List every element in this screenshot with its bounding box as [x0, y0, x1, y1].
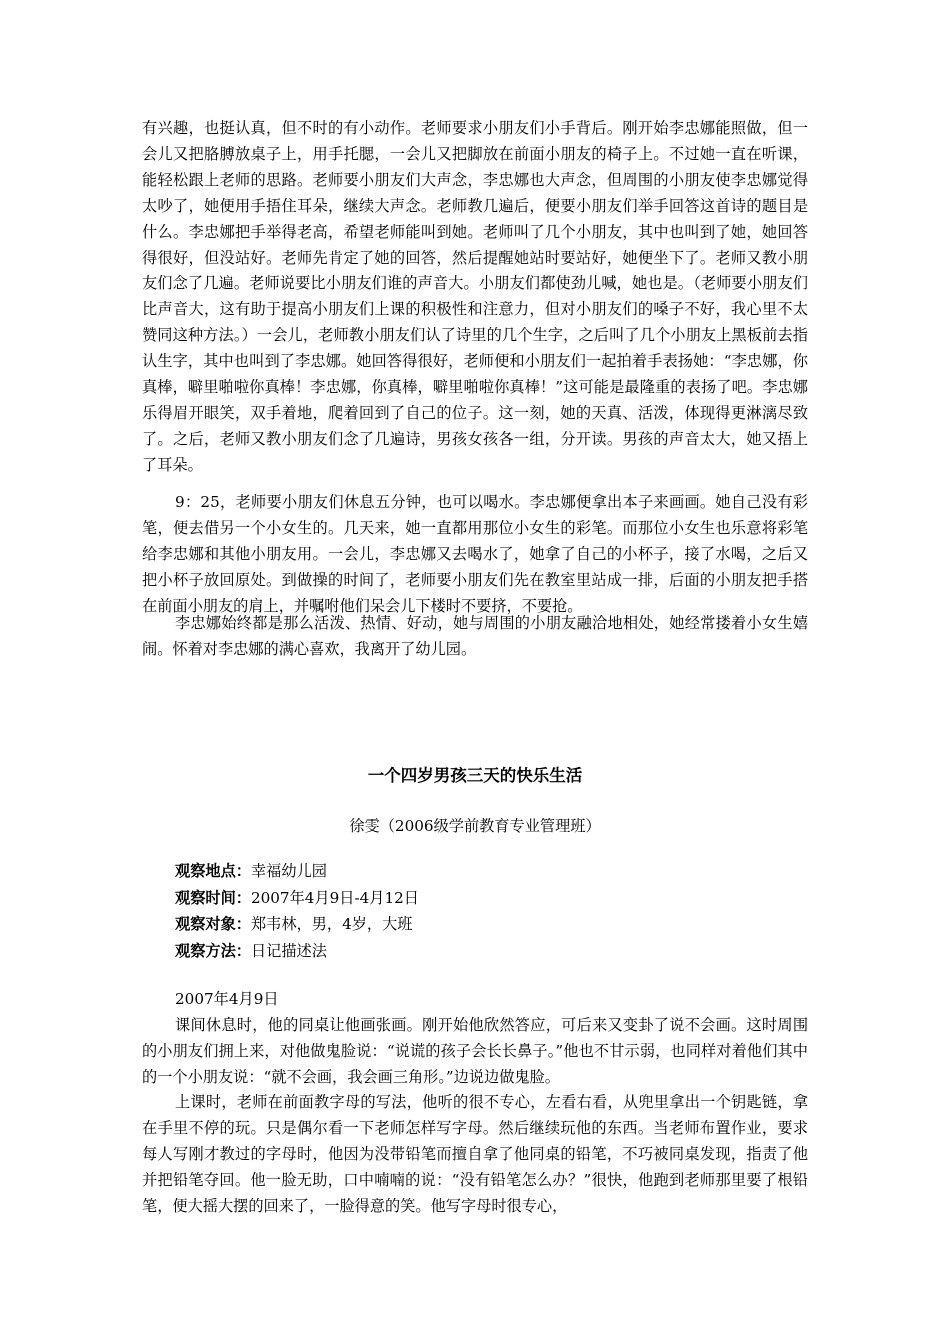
observation-subject-label: 观察对象： — [175, 915, 251, 933]
paragraph-class-time: 上课时，老师在前面教字母的写法，他听的很不专心，左看右看，从兜里拿出一个钥匙链，拿在手里不停的玩。只是偶尔看一下老师怎样写字母。然后继续玩他的东西。当老师布置作业，要求每人写刚才教过的字母时，他因为没带铅笔而擅自拿了他同桌的铅笔，不巧被同桌发现，指责了他并把铅笔夺回。他一脸无助，口中喃喃的说：“没有铅笔怎么办？”很快，他跑到老师那里要了根铅笔，便大摇大摆的回来了，一脸得意的笑。他写字母时很专心， — [142, 1093, 808, 1215]
observation-time-row — [175, 885, 775, 912]
paragraph-continued-observation: 有兴趣，也挺认真，但不时的有小动作。老师要求小朋友们小手背后。刚开始李忠娜能照做，但一会儿又把胳膊放桌子上，用手托腮，一会儿又把脚放在前面小朋友的椅子上。不过她一直在听课，能轻松跟上老师的思路。老师要小朋友们大声念，李忠娜也大声念，但周围的小朋友使李忠娜觉得太吵了，她便用手捂住耳朵，继续大声念。老师教几遍后，便要小朋友们举手回答这首诗的题目是什么。李忠娜把手举得老高，希望老师能叫到她。老师叫了几个小朋友，其中也叫到了她，她回答得很好，但没站好。老师先肯定了她的回答，然后提醒她站时要站好，她便坐下了。老师又教小朋友们念了几遍。老师说要比小朋友们谁的声音大。小朋友们都使劲儿喊，她也是。（老师要小朋友们比声音大，这有助于提高小朋友们上课的积极性和注意力，但对小朋友们的嗓子不好，我心里不太赞同这种方法。）一会儿，老师教小朋友们认了诗里的几个生字，之后叫了几个小朋友上黑板前去指认生字，其中也叫到了李忠娜。她回答得很好，老师便和小朋友们一起拍着手表扬她：“李忠娜，你真棒，噼里啪啦你真棒！李忠娜，你真棒，噼里啪啦你真棒！”这可能是最隆重的表扬了吧。李忠娜乐得眉开眼笑，双手着地，爬着回到了自己的位子。这一刻，她的天真、活泼，体现得更淋漓尽致了。之后，老师又教小朋友们念了几遍诗，男孩女孩各一组，分开读。男孩的声音太大，她又捂上了耳朵。 — [142, 119, 808, 474]
observation-info — [175, 858, 775, 964]
article-title: 一个四岁男孩三天的快乐生活 — [367, 766, 583, 785]
diary-date: 2007年4月9日 — [175, 990, 279, 1008]
observation-time-label: 观察时间： — [175, 888, 251, 907]
observation-subject-value: 郑韦林，男，4岁，大班 — [250, 915, 413, 933]
observation-location-row — [175, 858, 775, 885]
observation-subject-row — [175, 911, 775, 938]
observation-location-label: 观察地点： — [175, 862, 251, 880]
observation-method-value: 日记描述法 — [250, 941, 327, 960]
observation-method-label: 观察方法： — [175, 941, 251, 960]
paragraph-conclusion: 李忠娜始终都是那么活泼、热情、好动，她与周围的小朋友融洽地相处，她经常搂着小女生嬉闹。怀着对李忠娜的满心喜欢，我离开了幼儿园。 — [142, 614, 808, 658]
observation-location-value: 幸福幼儿园 — [250, 862, 327, 880]
observation-method-row — [175, 938, 775, 965]
article-author: 徐雯（2006级学前教育专业管理班） — [349, 817, 601, 835]
paragraph-break-time: 9：25，老师要小朋友们休息五分钟，也可以喝水。李忠娜便拿出本子来画画。她自己没有彩笔，便去借另一个小女生的。几天来，她一直都用那位小女生的彩笔。而那位小女生也乐意将彩笔给李忠娜和其他小朋友用。一会儿，李忠娜又去喝水了，她拿了自己的小杯子，接了水喝，之后又把小杯子放回原处。到做操的时间了，老师要小朋友们先在教室里站成一排，后面的小朋友把手搭在前面小朋友的肩上，并嘱咐他们呆会儿下楼时不要挤，不要抢。 — [142, 493, 808, 615]
observation-time-value: 2007年4月9日-4月12日 — [250, 888, 419, 907]
paragraph-recess: 课间休息时，他的同桌让他画张画。刚开始他欣然答应，可后来又变卦了说不会画。这时周围的小朋友们拥上来，对他做鬼脸说：“说谎的孩子会长长鼻子。”他也不甘示弱，也同样对着他们其中的一个小朋友说：“就不会画，我会画三角形。”边说边做鬼脸。 — [142, 1016, 808, 1086]
